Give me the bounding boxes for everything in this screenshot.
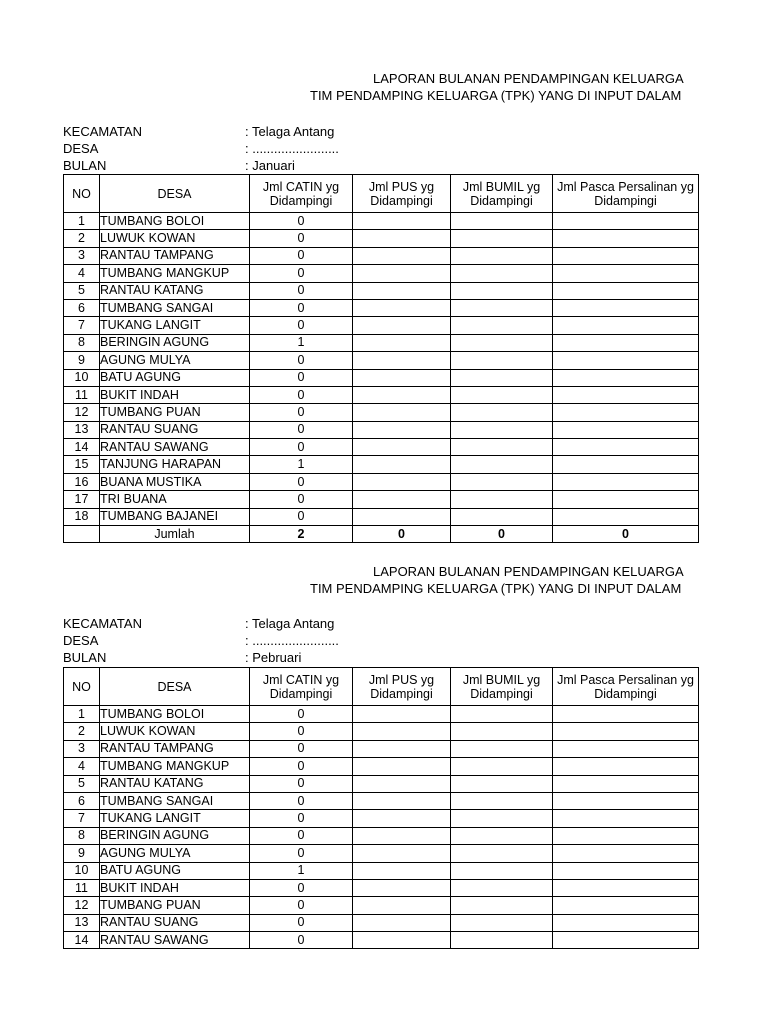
row-pasca xyxy=(553,758,699,775)
row-bumil xyxy=(451,827,553,844)
report-pebruari xyxy=(63,563,697,947)
row-no: 14 xyxy=(64,932,100,949)
row-catin: 0 xyxy=(250,439,353,456)
row-pus xyxy=(353,723,451,740)
table-row xyxy=(64,282,699,299)
row-catin: 0 xyxy=(250,758,353,775)
data-table xyxy=(63,667,699,949)
header-no: NO xyxy=(64,175,100,213)
row-desa: LUWUK KOWAN xyxy=(100,723,250,740)
row-pus xyxy=(353,456,451,473)
row-desa: TUMBANG SANGAI xyxy=(100,299,250,316)
meta-value: : Telaga Antang xyxy=(245,124,335,139)
row-pus xyxy=(353,775,451,792)
row-desa: TUMBANG PUAN xyxy=(100,404,250,421)
row-desa: TUKANG LANGIT xyxy=(100,317,250,334)
table-row xyxy=(64,456,699,473)
row-catin: 0 xyxy=(250,230,353,247)
table-row xyxy=(64,421,699,438)
table-row xyxy=(64,810,699,827)
total-catin: 2 xyxy=(250,526,353,543)
row-bumil xyxy=(451,439,553,456)
row-no: 15 xyxy=(64,456,100,473)
table-row xyxy=(64,723,699,740)
row-catin: 0 xyxy=(250,827,353,844)
header-pus: Jml PUS yg Didampingi xyxy=(353,668,451,706)
row-no: 16 xyxy=(64,473,100,490)
row-catin: 1 xyxy=(250,334,353,351)
row-desa: RANTAU SAWANG xyxy=(100,932,250,949)
row-no: 8 xyxy=(64,827,100,844)
row-bumil xyxy=(451,740,553,757)
row-bumil xyxy=(451,491,553,508)
row-desa: RANTAU TAMPANG xyxy=(100,247,250,264)
row-catin: 0 xyxy=(250,491,353,508)
row-pasca xyxy=(553,299,699,316)
row-pus xyxy=(353,265,451,282)
row-desa: TUMBANG BOLOI xyxy=(100,213,250,230)
row-catin: 0 xyxy=(250,706,353,723)
table-row xyxy=(64,775,699,792)
row-pus xyxy=(353,740,451,757)
row-no: 4 xyxy=(64,758,100,775)
row-pasca xyxy=(553,914,699,931)
row-no: 17 xyxy=(64,491,100,508)
row-desa: RANTAU SAWANG xyxy=(100,439,250,456)
row-catin: 0 xyxy=(250,369,353,386)
row-bumil xyxy=(451,758,553,775)
row-catin: 0 xyxy=(250,845,353,862)
header-bumil: Jml BUMIL yg Didampingi xyxy=(451,668,553,706)
meta-value: : Januari xyxy=(245,158,295,173)
row-bumil xyxy=(451,879,553,896)
header-pus: Jml PUS yg Didampingi xyxy=(353,175,451,213)
row-no: 14 xyxy=(64,439,100,456)
report-title xyxy=(63,563,697,599)
row-catin: 0 xyxy=(250,897,353,914)
row-desa: RANTAU SUANG xyxy=(100,914,250,931)
row-no: 12 xyxy=(64,897,100,914)
total-pus: 0 xyxy=(353,526,451,543)
header-desa: DESA xyxy=(100,175,250,213)
header-no: NO xyxy=(64,668,100,706)
row-pus xyxy=(353,299,451,316)
row-catin: 0 xyxy=(250,810,353,827)
row-pasca xyxy=(553,845,699,862)
report-title-line1: LAPORAN BULANAN PENDAMPINGAN KELUARGA xyxy=(373,564,684,579)
row-pus xyxy=(353,230,451,247)
row-bumil xyxy=(451,775,553,792)
header-desa: DESA xyxy=(100,668,250,706)
row-pus xyxy=(353,439,451,456)
row-pus xyxy=(353,932,451,949)
total-label: Jumlah xyxy=(100,526,250,543)
meta-row-bulan xyxy=(63,157,339,174)
row-catin: 0 xyxy=(250,740,353,757)
row-catin: 0 xyxy=(250,775,353,792)
row-pus xyxy=(353,845,451,862)
row-bumil xyxy=(451,369,553,386)
row-catin: 0 xyxy=(250,421,353,438)
row-pus xyxy=(353,491,451,508)
header-catin: Jml CATIN yg Didampingi xyxy=(250,668,353,706)
meta-row-kecamatan xyxy=(63,123,339,140)
row-pasca xyxy=(553,932,699,949)
table-row xyxy=(64,914,699,931)
row-no: 3 xyxy=(64,740,100,757)
row-catin: 1 xyxy=(250,862,353,879)
row-no: 7 xyxy=(64,810,100,827)
row-desa: TUMBANG MANGKUP xyxy=(100,758,250,775)
row-pus xyxy=(353,914,451,931)
table-row xyxy=(64,230,699,247)
row-pus xyxy=(353,369,451,386)
row-desa: TUMBANG PUAN xyxy=(100,897,250,914)
row-pasca xyxy=(553,897,699,914)
meta-value: : ........................ xyxy=(245,141,339,156)
row-desa: BUKIT INDAH xyxy=(100,386,250,403)
row-pus xyxy=(353,508,451,525)
row-desa: TRI BUANA xyxy=(100,491,250,508)
row-pasca xyxy=(553,473,699,490)
row-pasca xyxy=(553,247,699,264)
row-pus xyxy=(353,827,451,844)
table-row xyxy=(64,473,699,490)
table-row xyxy=(64,706,699,723)
row-catin: 0 xyxy=(250,792,353,809)
row-pasca xyxy=(553,421,699,438)
row-pus xyxy=(353,386,451,403)
meta-label: KECAMATAN xyxy=(63,616,142,631)
row-pus xyxy=(353,810,451,827)
row-pus xyxy=(353,473,451,490)
row-pus xyxy=(353,792,451,809)
row-no: 5 xyxy=(64,775,100,792)
table-row xyxy=(64,369,699,386)
header-catin: Jml CATIN yg Didampingi xyxy=(250,175,353,213)
data-table xyxy=(63,174,699,543)
total-bumil: 0 xyxy=(451,526,553,543)
row-pasca xyxy=(553,810,699,827)
table-body xyxy=(64,706,699,949)
row-no: 2 xyxy=(64,230,100,247)
row-bumil xyxy=(451,792,553,809)
row-pasca xyxy=(553,456,699,473)
row-pus xyxy=(353,862,451,879)
row-catin: 0 xyxy=(250,914,353,931)
row-no: 13 xyxy=(64,914,100,931)
table-row xyxy=(64,845,699,862)
row-no: 1 xyxy=(64,706,100,723)
row-bumil xyxy=(451,317,553,334)
row-desa: BUKIT INDAH xyxy=(100,879,250,896)
row-catin: 0 xyxy=(250,386,353,403)
row-desa: BERINGIN AGUNG xyxy=(100,827,250,844)
row-bumil xyxy=(451,230,553,247)
table-row xyxy=(64,386,699,403)
row-bumil xyxy=(451,386,553,403)
row-pasca xyxy=(553,386,699,403)
row-no: 9 xyxy=(64,352,100,369)
row-no: 2 xyxy=(64,723,100,740)
meta-label: BULAN xyxy=(63,158,107,173)
meta-value: : ........................ xyxy=(245,633,339,648)
row-pus xyxy=(353,352,451,369)
row-pasca xyxy=(553,775,699,792)
row-catin: 0 xyxy=(250,282,353,299)
row-no: 3 xyxy=(64,247,100,264)
row-bumil xyxy=(451,213,553,230)
row-desa: TUMBANG SANGAI xyxy=(100,792,250,809)
row-desa: TUMBANG BAJANEI xyxy=(100,508,250,525)
row-bumil xyxy=(451,723,553,740)
row-pasca xyxy=(553,439,699,456)
table-row xyxy=(64,879,699,896)
total-row xyxy=(64,526,699,543)
report-januari xyxy=(63,70,697,541)
row-pasca xyxy=(553,404,699,421)
row-desa: RANTAU KATANG xyxy=(100,775,250,792)
row-bumil xyxy=(451,508,553,525)
report-meta xyxy=(63,123,339,174)
row-no: 6 xyxy=(64,299,100,316)
row-catin: 0 xyxy=(250,247,353,264)
row-pasca xyxy=(553,230,699,247)
row-catin: 0 xyxy=(250,473,353,490)
row-pus xyxy=(353,247,451,264)
row-bumil xyxy=(451,404,553,421)
row-desa: TUMBANG MANGKUP xyxy=(100,265,250,282)
meta-label: KECAMATAN xyxy=(63,124,142,139)
table-row xyxy=(64,247,699,264)
meta-row-desa xyxy=(63,140,339,157)
row-catin: 0 xyxy=(250,317,353,334)
row-catin: 1 xyxy=(250,456,353,473)
meta-label: BULAN xyxy=(63,650,107,665)
row-bumil xyxy=(451,932,553,949)
table-header-row xyxy=(64,668,699,706)
row-bumil xyxy=(451,914,553,931)
header-pasca: Jml Pasca Persalinan yg Didampingi xyxy=(553,668,699,706)
report-title xyxy=(63,70,697,106)
report-title-line1: LAPORAN BULANAN PENDAMPINGAN KELUARGA xyxy=(373,71,684,86)
row-pasca xyxy=(553,282,699,299)
row-catin: 0 xyxy=(250,299,353,316)
meta-row-desa xyxy=(63,632,339,649)
row-bumil xyxy=(451,456,553,473)
total-pasca: 0 xyxy=(553,526,699,543)
table-row xyxy=(64,404,699,421)
row-desa: RANTAU TAMPANG xyxy=(100,740,250,757)
table-row xyxy=(64,265,699,282)
row-bumil xyxy=(451,897,553,914)
row-pasca xyxy=(553,369,699,386)
row-pus xyxy=(353,317,451,334)
row-catin: 0 xyxy=(250,213,353,230)
row-pasca xyxy=(553,827,699,844)
row-desa: BERINGIN AGUNG xyxy=(100,334,250,351)
table-row xyxy=(64,897,699,914)
row-no: 4 xyxy=(64,265,100,282)
table-header-row xyxy=(64,175,699,213)
meta-label: DESA xyxy=(63,633,99,648)
table-row xyxy=(64,317,699,334)
row-bumil xyxy=(451,299,553,316)
row-no: 11 xyxy=(64,879,100,896)
row-no: 6 xyxy=(64,792,100,809)
report-title-line2: TIM PENDAMPING KELUARGA (TPK) YANG DI INPUT DALAM xyxy=(310,581,682,596)
table-row xyxy=(64,213,699,230)
meta-value: : Telaga Antang xyxy=(245,616,335,631)
table-row xyxy=(64,827,699,844)
row-no: 12 xyxy=(64,404,100,421)
row-no: 5 xyxy=(64,282,100,299)
row-no: 1 xyxy=(64,213,100,230)
table-row xyxy=(64,491,699,508)
row-pasca xyxy=(553,792,699,809)
row-pus xyxy=(353,706,451,723)
header-pasca: Jml Pasca Persalinan yg Didampingi xyxy=(553,175,699,213)
meta-label: DESA xyxy=(63,141,99,156)
row-no: 9 xyxy=(64,845,100,862)
meta-row-bulan xyxy=(63,649,339,666)
row-catin: 0 xyxy=(250,723,353,740)
row-no: 10 xyxy=(64,369,100,386)
table-row xyxy=(64,352,699,369)
table-body xyxy=(64,213,699,526)
meta-value: : Pebruari xyxy=(245,650,302,665)
row-pus xyxy=(353,421,451,438)
row-desa: BATU AGUNG xyxy=(100,862,250,879)
table-row xyxy=(64,792,699,809)
table-row xyxy=(64,334,699,351)
report-title-line2: TIM PENDAMPING KELUARGA (TPK) YANG DI INPUT DALAM xyxy=(310,88,682,103)
row-bumil xyxy=(451,810,553,827)
row-pasca xyxy=(553,508,699,525)
row-no: 10 xyxy=(64,862,100,879)
table-row xyxy=(64,299,699,316)
row-no: 18 xyxy=(64,508,100,525)
row-pus xyxy=(353,282,451,299)
row-catin: 0 xyxy=(250,932,353,949)
row-pasca xyxy=(553,740,699,757)
row-no: 7 xyxy=(64,317,100,334)
row-catin: 0 xyxy=(250,404,353,421)
row-desa: TUMBANG BOLOI xyxy=(100,706,250,723)
row-pasca xyxy=(553,352,699,369)
row-desa: AGUNG MULYA xyxy=(100,845,250,862)
row-desa: AGUNG MULYA xyxy=(100,352,250,369)
row-pasca xyxy=(553,723,699,740)
row-pasca xyxy=(553,706,699,723)
row-pus xyxy=(353,758,451,775)
table-row xyxy=(64,932,699,949)
row-bumil xyxy=(451,265,553,282)
row-pasca xyxy=(553,491,699,508)
row-no: 11 xyxy=(64,386,100,403)
row-pasca xyxy=(553,879,699,896)
row-pasca xyxy=(553,317,699,334)
row-bumil xyxy=(451,421,553,438)
row-desa: BATU AGUNG xyxy=(100,369,250,386)
row-desa: TUKANG LANGIT xyxy=(100,810,250,827)
row-pasca xyxy=(553,334,699,351)
row-bumil xyxy=(451,845,553,862)
table-row xyxy=(64,862,699,879)
row-desa: BUANA MUSTIKA xyxy=(100,473,250,490)
row-desa: TANJUNG HARAPAN xyxy=(100,456,250,473)
row-pus xyxy=(353,213,451,230)
table-row xyxy=(64,758,699,775)
row-catin: 0 xyxy=(250,352,353,369)
row-pus xyxy=(353,404,451,421)
row-pus xyxy=(353,879,451,896)
row-pus xyxy=(353,334,451,351)
table-row xyxy=(64,740,699,757)
row-pasca xyxy=(553,265,699,282)
row-catin: 0 xyxy=(250,265,353,282)
row-desa: RANTAU KATANG xyxy=(100,282,250,299)
meta-row-kecamatan xyxy=(63,615,339,632)
total-no-cell xyxy=(64,526,100,543)
row-desa: LUWUK KOWAN xyxy=(100,230,250,247)
row-pus xyxy=(353,897,451,914)
row-bumil xyxy=(451,862,553,879)
row-bumil xyxy=(451,247,553,264)
row-pasca xyxy=(553,213,699,230)
row-no: 8 xyxy=(64,334,100,351)
row-bumil xyxy=(451,706,553,723)
row-catin: 0 xyxy=(250,879,353,896)
row-pasca xyxy=(553,862,699,879)
header-bumil: Jml BUMIL yg Didampingi xyxy=(451,175,553,213)
row-no: 13 xyxy=(64,421,100,438)
row-bumil xyxy=(451,334,553,351)
row-bumil xyxy=(451,282,553,299)
table-row xyxy=(64,439,699,456)
row-desa: RANTAU SUANG xyxy=(100,421,250,438)
row-bumil xyxy=(451,473,553,490)
row-bumil xyxy=(451,352,553,369)
table-row xyxy=(64,508,699,525)
row-catin: 0 xyxy=(250,508,353,525)
report-meta xyxy=(63,615,339,666)
